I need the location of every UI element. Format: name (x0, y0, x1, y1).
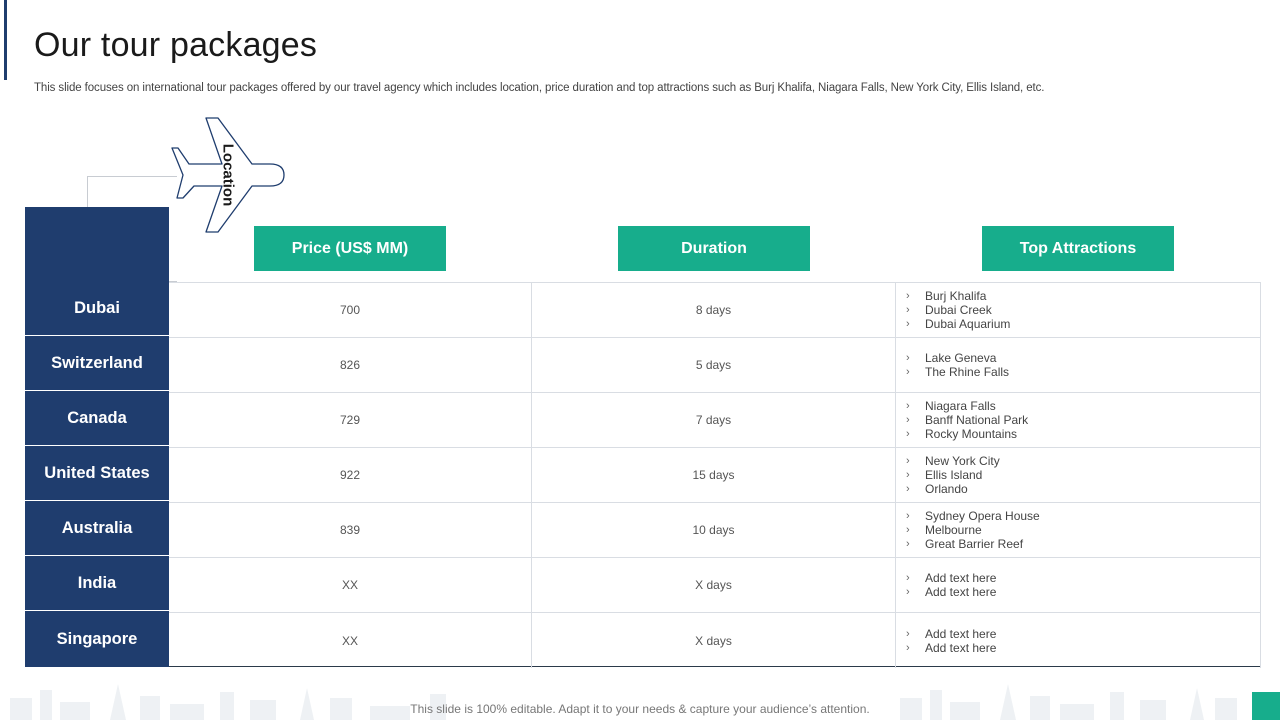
table-row (169, 558, 1261, 613)
chevron-right-icon: › (906, 586, 910, 598)
duration-cell: 10 days (532, 503, 896, 557)
location-cell: Switzerland (25, 337, 169, 391)
duration-cell: X days (532, 613, 896, 668)
chevron-right-icon: › (906, 304, 910, 316)
table-row (169, 393, 1261, 448)
duration-cell: 15 days (532, 448, 896, 502)
page-title: Our tour packages (34, 26, 318, 64)
attraction-text: Add text here (925, 640, 997, 655)
location-cell: Dubai (25, 282, 169, 336)
attractions-cell (896, 338, 1261, 392)
chevron-right-icon: › (906, 524, 910, 536)
chevron-right-icon: › (906, 538, 910, 550)
attraction-text: Banff National Park (925, 413, 1029, 427)
price-cell: 922 (169, 448, 532, 502)
attraction-item (906, 413, 1028, 427)
attraction-item (906, 523, 1040, 537)
attraction-item (906, 537, 1040, 551)
attractions-cell (896, 613, 1261, 668)
price-cell: 826 (169, 338, 532, 392)
table-row (169, 613, 1261, 668)
packages-table (169, 282, 1261, 667)
attraction-item (906, 427, 1028, 441)
footer-note: This slide is 100% editable. Adapt it to your needs & capture your audience’s attention. (410, 702, 870, 716)
duration-cell: 8 days (532, 283, 896, 337)
attraction-text: Orlando (925, 482, 968, 496)
chevron-right-icon: › (906, 469, 910, 481)
chevron-right-icon: › (906, 572, 910, 584)
location-cell: Canada (25, 392, 169, 446)
attraction-item (906, 351, 1009, 365)
attraction-text: Sydney Opera House (925, 509, 1040, 523)
attraction-text: Ellis Island (925, 468, 983, 482)
attraction-text: Add text here (925, 626, 997, 641)
attraction-item (906, 303, 1010, 317)
price-cell: 839 (169, 503, 532, 557)
chevron-right-icon: › (906, 510, 910, 522)
price-cell: XX (169, 613, 532, 668)
attractions-cell (896, 393, 1261, 447)
chevron-right-icon: › (906, 414, 910, 426)
price-cell: XX (169, 558, 532, 612)
attraction-item (906, 627, 996, 641)
attraction-text: Burj Khalifa (925, 289, 987, 303)
attraction-item (906, 399, 1028, 413)
chevron-right-icon: › (906, 352, 910, 364)
location-column-label: Location (219, 143, 237, 207)
title-accent-bar (4, 0, 7, 80)
price-header: Price (US$ MM) (254, 226, 446, 271)
attraction-item (906, 454, 1000, 468)
attraction-text: New York City (925, 454, 1000, 468)
attraction-item (906, 482, 1000, 496)
location-cell: United States (25, 447, 169, 501)
chevron-right-icon: › (906, 400, 910, 412)
footer-accent-square (1252, 692, 1280, 720)
page-subtitle: This slide focuses on international tour packages offered by our travel agency which includes location, price duration and top attractions such as Burj Khalifa, Niagara Falls, New York City, Ellis Island, etc. (34, 82, 1045, 94)
attraction-text: Melbourne (925, 523, 982, 537)
table-row (169, 283, 1261, 338)
chevron-right-icon: › (906, 483, 910, 495)
location-cell: Australia (25, 502, 169, 556)
attraction-item (906, 585, 996, 599)
duration-cell: 5 days (532, 338, 896, 392)
attraction-text: Dubai Creek (925, 303, 992, 317)
chevron-right-icon: › (906, 290, 910, 302)
chevron-right-icon: › (906, 627, 910, 640)
attraction-item (906, 289, 1010, 303)
location-cell: Singapore (56, 629, 138, 648)
attraction-text: Add text here (925, 585, 997, 599)
attractions-cell (896, 503, 1261, 557)
chevron-right-icon: › (906, 428, 910, 440)
attraction-text: Niagara Falls (925, 399, 996, 413)
attractions-cell (896, 283, 1261, 337)
attraction-item (906, 365, 1009, 379)
chevron-right-icon: › (906, 455, 910, 467)
table-row (169, 338, 1261, 393)
attraction-text: Add text here (925, 571, 997, 585)
chevron-right-icon: › (906, 318, 910, 330)
table-row (169, 448, 1261, 503)
attraction-text: Great Barrier Reef (925, 537, 1024, 551)
duration-header: Duration (618, 226, 810, 271)
table-row (169, 503, 1261, 558)
price-cell: 729 (169, 393, 532, 447)
attraction-text: Rocky Mountains (925, 427, 1018, 441)
attractions-header: Top Attractions (982, 226, 1174, 271)
duration-cell: 7 days (532, 393, 896, 447)
attraction-item (906, 468, 1000, 482)
attraction-text: The Rhine Falls (925, 365, 1010, 379)
duration-cell: X days (532, 558, 896, 612)
attraction-text: Lake Geneva (925, 351, 997, 365)
attraction-item (906, 641, 996, 655)
location-cell: India (25, 557, 169, 611)
attraction-text: Dubai Aquarium (925, 317, 1011, 331)
attractions-cell (896, 448, 1261, 502)
attractions-cell (896, 558, 1261, 612)
chevron-right-icon: › (906, 641, 910, 654)
attraction-item (906, 571, 996, 585)
chevron-right-icon: › (906, 366, 910, 378)
attraction-item (906, 317, 1010, 331)
price-cell: 700 (169, 283, 532, 337)
attraction-item (906, 509, 1040, 523)
